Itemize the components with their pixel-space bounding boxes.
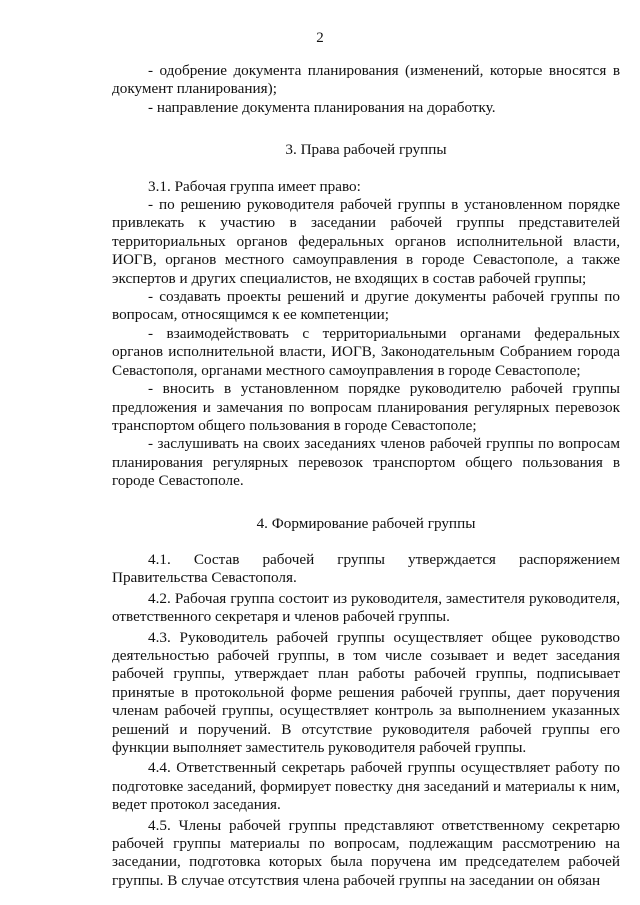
page-number: 2 (316, 30, 324, 46)
section-3-item-interact: - взаимодействовать с территориальными органами федеральных органов исполнительной власти, ИОГВ, Законодательным Собранием города Севастополя, органами местного самоуправления в городе Севастополе; (112, 324, 620, 379)
section-3-item-create: - создавать проекты решений и другие документы рабочей группы по вопросам, относящимся к ее компетенции; (112, 288, 620, 324)
section-4-paragraph-1: 4.1. Состав рабочей группы утверждается распоряжением Правительства Севастополя. (112, 550, 620, 587)
section-3-title: 3. Права рабочей группы (285, 141, 447, 159)
section-3-item-submit: - вносить в установленном порядке руководителю рабочей группы предложения и замечания по вопросам планирования регулярных перевозок транспортом общего пользования в городе Севастополе; (112, 380, 620, 434)
section-4-paragraph-2: 4.2. Рабочая группа состоит из руководителя, заместителя руководителя, ответственного секретаря и членов рабочей группы. (112, 589, 620, 626)
intro-item-approval: - одобрение документа планирования (изменений, которые вносятся в документ планирования); (112, 62, 620, 98)
section-4-title: 4. Формирование рабочей группы (256, 514, 476, 532)
document-body (112, 62, 620, 890)
section-3-item-hear: - заслушивать на своих заседаниях членов рабочей группы по вопросам планирования регулярных перевозок транспортом общего пользования в городе Севастополе. (112, 435, 620, 490)
section-3-lead: 3.1. Рабочая группа имеет право: (148, 177, 361, 195)
section-4-paragraph-5: 4.5. Члены рабочей группы представляют ответственному секретарю рабочей группы материалы по вопросам, подлежащим рассмотрению на заседании, подготовка которых была поручена им председателем рабочей группы. В случае отсутствия члена рабочей группы на заседании он обязан (112, 816, 620, 889)
section-4-paragraph-4: 4.4. Ответственный секретарь рабочей группы осуществляет работу по подготовке заседаний, формирует повестку дня заседаний и материалы к ним, ведет протокол заседания. (112, 759, 620, 814)
section-3-item-involve: - по решению руководителя рабочей группы в установленном порядке привлекать к участию в заседании рабочей группы представителей территориальных органов федеральных органов исполнительной власти, ИОГВ, органов местного самоуправления в городе Севастополе, а также экспертов и других специалистов, не входящих в состав рабочей группы; (112, 196, 620, 287)
intro-item-revision: - направление документа планирования на доработку. (148, 98, 496, 116)
section-4-paragraph-3: 4.3. Руководитель рабочей группы осуществляет общее руководство деятельностью рабочей группы, в том числе созывает и ведет заседания рабочей группы, утверждает план работы рабочей группы, подписывает принятые в протокольной форме решения рабочей группы, дает поручения членам рабочей группы, осуществляет контроль за выполнением указанных решений и поручений. В отсутствие руководителя рабочей группы его функции выполняет заместитель руководителя рабочей группы. (112, 628, 620, 756)
